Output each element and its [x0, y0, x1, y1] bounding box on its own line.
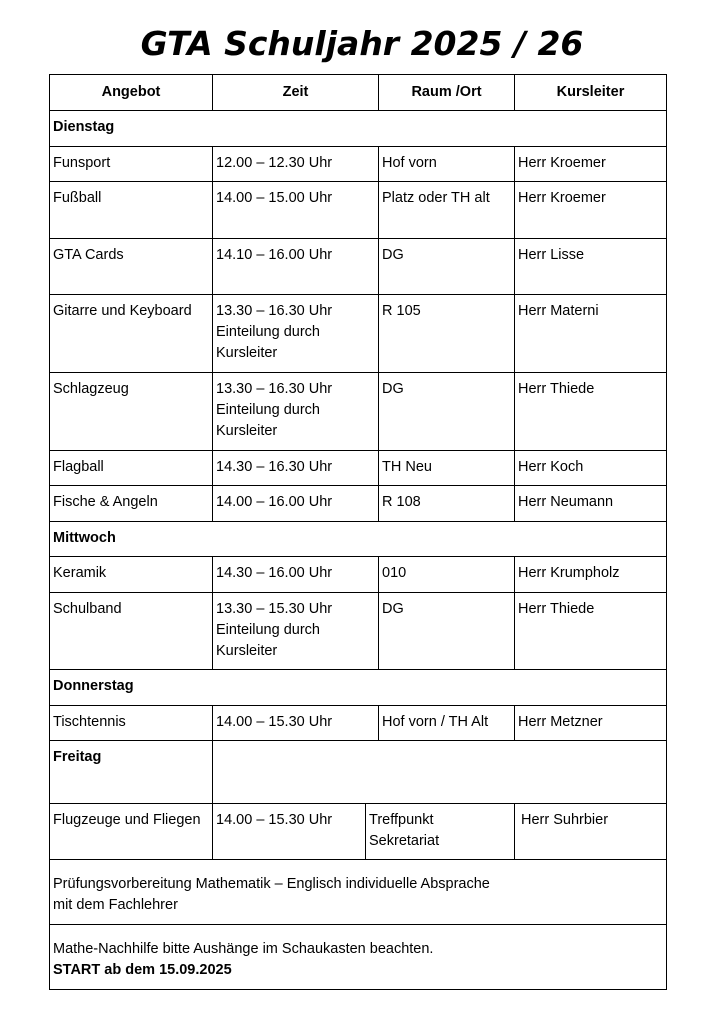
raum-cell: TH Neu — [379, 451, 515, 485]
table-row — [50, 804, 667, 860]
angebot-cell: Fische & Angeln — [50, 486, 213, 521]
table-header — [50, 75, 667, 111]
zeit-cell: 14.30 – 16.00 Uhr — [213, 557, 379, 592]
empty-cell — [213, 741, 667, 803]
kursleiter-cell: Herr Koch — [515, 451, 667, 485]
raum-cell: DG — [379, 239, 515, 294]
zeit-cell — [213, 593, 379, 669]
kursleiter-cell: Herr Neumann — [515, 486, 667, 521]
zeit-cell: 14.00 – 15.00 Uhr — [213, 182, 379, 238]
raum-line: Sekretariat — [369, 833, 440, 849]
raum-cell: Platz oder TH alt — [379, 182, 515, 238]
zeit-line: Kursleiter — [216, 643, 278, 659]
raum-cell: 010 — [379, 557, 515, 592]
day-row-donnerstag — [50, 670, 667, 706]
kursleiter-cell: Herr Thiede — [515, 593, 667, 669]
header-raum: Raum /Ort — [379, 75, 515, 110]
angebot-cell: Schlagzeug — [50, 373, 213, 450]
kursleiter-cell: Herr Lisse — [515, 239, 667, 294]
raum-cell: R 105 — [379, 295, 515, 372]
zeit-cell: 14.10 – 16.00 Uhr — [213, 239, 379, 294]
zeit-line: Einteilung durch — [216, 622, 320, 638]
raum-cell: DG — [379, 593, 515, 669]
table-row — [50, 295, 667, 373]
header-zeit: Zeit — [213, 75, 379, 110]
zeit-line: 13.30 – 16.30 Uhr — [216, 303, 333, 319]
day-row-mittwoch — [50, 522, 667, 557]
table-row — [50, 239, 667, 295]
table-row — [50, 706, 667, 741]
zeit-cell: 14.00 – 16.00 Uhr — [213, 486, 379, 521]
raum-cell — [366, 804, 515, 859]
zeit-cell — [213, 295, 379, 372]
zeit-line: 13.30 – 15.30 Uhr — [216, 601, 333, 617]
start-date: START ab dem 15.09.2025 — [53, 962, 232, 978]
zeit-cell: 14.30 – 16.30 Uhr — [213, 451, 379, 485]
zeit-line: 13.30 – 16.30 Uhr — [216, 381, 333, 397]
raum-cell: Hof vorn / TH Alt — [379, 706, 515, 740]
zeit-cell: 14.00 – 15.30 Uhr — [213, 804, 366, 859]
kursleiter-cell — [515, 804, 667, 859]
raum-cell: R 108 — [379, 486, 515, 521]
kursleiter-cell: Herr Kroemer — [515, 147, 667, 181]
raum-line: Treffpunkt — [369, 812, 434, 828]
kursleiter-cell: Herr Materni — [515, 295, 667, 372]
day-label: Freitag — [50, 741, 213, 803]
table-row — [50, 147, 667, 182]
note-cell — [50, 860, 667, 924]
day-label: Dienstag — [50, 111, 667, 146]
day-label: Donnerstag — [50, 670, 667, 705]
note-line: Prüfungsvorbereitung Mathematik – Englisch individuelle Absprache — [53, 876, 490, 892]
angebot-cell: Flagball — [50, 451, 213, 485]
table-row — [50, 593, 667, 670]
day-row-freitag — [50, 741, 667, 804]
angebot-cell: Gitarre und Keyboard — [50, 295, 213, 372]
table-row — [50, 182, 667, 239]
zeit-line: Kursleiter — [216, 345, 278, 361]
kursleiter-cell: Herr Metzner — [515, 706, 667, 740]
kursleiter-cell: Herr Thiede — [515, 373, 667, 450]
angebot-cell: Fußball — [50, 182, 213, 238]
angebot-cell: Funsport — [50, 147, 213, 181]
table-row — [50, 557, 667, 593]
page-title: GTA Schuljahr 2025 / 26 — [140, 24, 584, 63]
raum-cell: DG — [379, 373, 515, 450]
zeit-line: Einteilung durch — [216, 402, 320, 418]
header-angebot: Angebot — [50, 75, 213, 110]
note-row-pruefung — [50, 860, 667, 925]
day-row-dienstag — [50, 111, 667, 147]
angebot-cell: Flugzeuge und Fliegen — [50, 804, 213, 859]
note-line: mit dem Fachlehrer — [53, 897, 178, 913]
zeit-cell — [213, 373, 379, 450]
course-table — [49, 74, 667, 990]
table-row — [50, 486, 667, 522]
zeit-line: Einteilung durch — [216, 324, 320, 340]
note-cell — [50, 925, 667, 989]
zeit-line: Kursleiter — [216, 423, 278, 439]
table-row — [50, 451, 667, 486]
header-kursleiter: Kursleiter — [515, 75, 667, 110]
kursleiter-text: Herr Suhrbier — [521, 812, 609, 828]
note-row-nachhilfe — [50, 925, 667, 990]
kursleiter-cell: Herr Krumpholz — [515, 557, 667, 592]
zeit-cell: 14.00 – 15.30 Uhr — [213, 706, 379, 740]
angebot-cell: Schulband — [50, 593, 213, 669]
raum-cell: Hof vorn — [379, 147, 515, 181]
kursleiter-cell: Herr Kroemer — [515, 182, 667, 238]
table-row — [50, 373, 667, 451]
day-label: Mittwoch — [50, 522, 667, 556]
note-line: Mathe-Nachhilfe bitte Aushänge im Schaukasten beachten. — [53, 941, 434, 957]
angebot-cell: Keramik — [50, 557, 213, 592]
angebot-cell: Tischtennis — [50, 706, 213, 740]
angebot-cell: GTA Cards — [50, 239, 213, 294]
zeit-cell: 12.00 – 12.30 Uhr — [213, 147, 379, 181]
